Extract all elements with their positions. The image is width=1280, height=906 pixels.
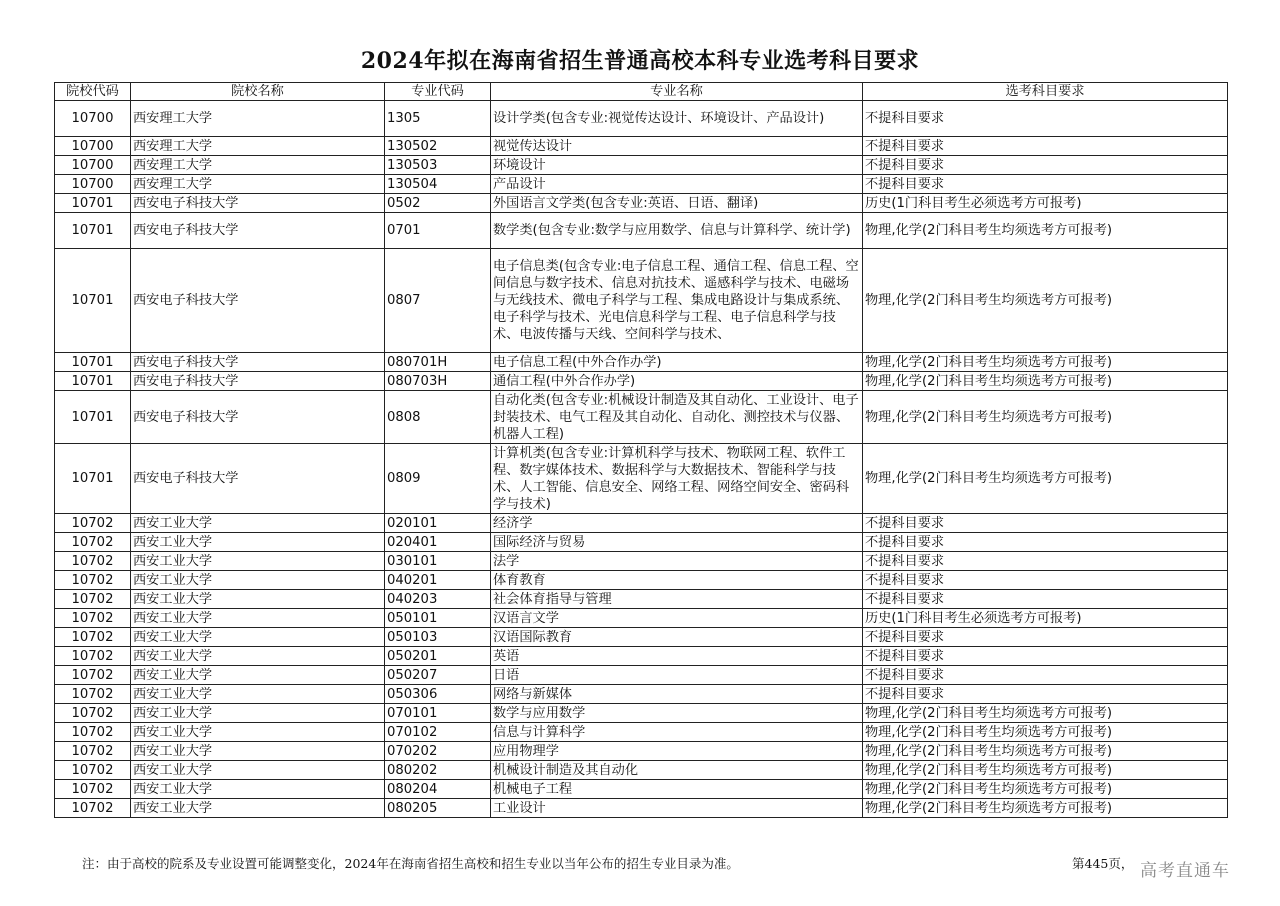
- cell-major-name: 工业设计: [491, 799, 863, 818]
- cell-major-name: 网络与新媒体: [491, 685, 863, 704]
- cell-major-name: 汉语国际教育: [491, 628, 863, 647]
- cell-major-code: 0502: [385, 194, 491, 213]
- cell-school-name: 西安电子科技大学: [131, 391, 385, 444]
- cell-school-code: 10701: [55, 372, 131, 391]
- cell-school-code: 10702: [55, 704, 131, 723]
- table-body: [55, 101, 1228, 818]
- cell-major-code: 130504: [385, 175, 491, 194]
- cell-major-name: 电子信息工程(中外合作办学): [491, 353, 863, 372]
- cell-major-code: 0809: [385, 444, 491, 514]
- cell-school-code: 10701: [55, 213, 131, 249]
- cell-major-name: 通信工程(中外合作办学): [491, 372, 863, 391]
- table-row: [55, 647, 1228, 666]
- cell-requirement: 不提科目要求: [863, 514, 1228, 533]
- cell-major-code: 080701H: [385, 353, 491, 372]
- cell-major-code: 040203: [385, 590, 491, 609]
- cell-school-code: 10700: [55, 175, 131, 194]
- cell-school-name: 西安理工大学: [131, 137, 385, 156]
- cell-major-name: 产品设计: [491, 175, 863, 194]
- cell-major-name: 社会体育指导与管理: [491, 590, 863, 609]
- cell-major-code: 070102: [385, 723, 491, 742]
- cell-requirement: 物理,化学(2门科目考生均须选考方可报考): [863, 444, 1228, 514]
- cell-major-code: 080202: [385, 761, 491, 780]
- cell-major-code: 070202: [385, 742, 491, 761]
- cell-school-code: 10702: [55, 609, 131, 628]
- table-header-row: [55, 83, 1228, 101]
- cell-major-name: 英语: [491, 647, 863, 666]
- cell-major-code: 040201: [385, 571, 491, 590]
- cell-major-name: 外国语言文学类(包含专业:英语、日语、翻译): [491, 194, 863, 213]
- table-row: [55, 514, 1228, 533]
- cell-requirement: 不提科目要求: [863, 156, 1228, 175]
- cell-school-code: 10702: [55, 742, 131, 761]
- cell-requirement: 不提科目要求: [863, 666, 1228, 685]
- cell-major-code: 050103: [385, 628, 491, 647]
- cell-school-name: 西安工业大学: [131, 761, 385, 780]
- cell-school-name: 西安工业大学: [131, 666, 385, 685]
- cell-requirement: 物理,化学(2门科目考生均须选考方可报考): [863, 249, 1228, 353]
- cell-requirement: 历史(1门科目考生必须选考方可报考): [863, 194, 1228, 213]
- cell-major-name: 法学: [491, 552, 863, 571]
- header-major-code: 专业代码: [385, 83, 491, 101]
- watermark-logo: 高考直通车: [1140, 861, 1230, 881]
- cell-school-name: 西安电子科技大学: [131, 249, 385, 353]
- cell-major-code: 0701: [385, 213, 491, 249]
- cell-school-name: 西安电子科技大学: [131, 353, 385, 372]
- cell-school-code: 10700: [55, 156, 131, 175]
- cell-school-name: 西安电子科技大学: [131, 444, 385, 514]
- footnote: 注：由于高校的院系及专业设置可能调整变化，2024年在海南省招生高校和招生专业以当年公布的招生专业目录为准。: [82, 856, 739, 871]
- cell-requirement: 不提科目要求: [863, 175, 1228, 194]
- table-row: [55, 391, 1228, 444]
- cell-requirement: 不提科目要求: [863, 533, 1228, 552]
- cell-school-name: 西安工业大学: [131, 799, 385, 818]
- cell-school-name: 西安工业大学: [131, 628, 385, 647]
- table-row: [55, 685, 1228, 704]
- cell-school-code: 10702: [55, 514, 131, 533]
- cell-major-name: 视觉传达设计: [491, 137, 863, 156]
- cell-major-code: 130502: [385, 137, 491, 156]
- cell-requirement: 物理,化学(2门科目考生均须选考方可报考): [863, 723, 1228, 742]
- table-row: [55, 444, 1228, 514]
- cell-major-name: 电子信息类(包含专业:电子信息工程、通信工程、信息工程、空间信息与数字技术、信息对抗技术、遥感科学与技术、电磁场与无线技术、微电子科学与工程、集成电路设计与集成系统、电子科学与技术、光电信息科学与工程、电子信息科学与技术、电波传播与天线、空间科学与技术、: [491, 249, 863, 353]
- cell-requirement: 物理,化学(2门科目考生均须选考方可报考): [863, 761, 1228, 780]
- table-row: [55, 723, 1228, 742]
- cell-school-code: 10701: [55, 391, 131, 444]
- cell-school-code: 10702: [55, 647, 131, 666]
- cell-school-name: 西安工业大学: [131, 533, 385, 552]
- cell-school-name: 西安工业大学: [131, 780, 385, 799]
- cell-school-name: 西安工业大学: [131, 571, 385, 590]
- cell-school-name: 西安工业大学: [131, 647, 385, 666]
- cell-major-code: 020101: [385, 514, 491, 533]
- cell-school-code: 10702: [55, 761, 131, 780]
- cell-school-code: 10702: [55, 723, 131, 742]
- cell-requirement: 物理,化学(2门科目考生均须选考方可报考): [863, 372, 1228, 391]
- cell-requirement: 历史(1门科目考生必须选考方可报考): [863, 609, 1228, 628]
- cell-major-name: 信息与计算科学: [491, 723, 863, 742]
- cell-major-code: 050207: [385, 666, 491, 685]
- table-row: [55, 194, 1228, 213]
- page-number: 第445页，: [1072, 856, 1134, 871]
- cell-school-name: 西安工业大学: [131, 704, 385, 723]
- cell-major-code: 0807: [385, 249, 491, 353]
- table-row: [55, 742, 1228, 761]
- cell-major-name: 体育教育: [491, 571, 863, 590]
- table-row: [55, 628, 1228, 647]
- cell-school-name: 西安工业大学: [131, 514, 385, 533]
- cell-school-name: 西安工业大学: [131, 723, 385, 742]
- cell-school-code: 10702: [55, 571, 131, 590]
- cell-requirement: 不提科目要求: [863, 628, 1228, 647]
- table-row: [55, 101, 1228, 137]
- cell-school-name: 西安理工大学: [131, 156, 385, 175]
- cell-school-name: 西安电子科技大学: [131, 194, 385, 213]
- cell-school-code: 10702: [55, 628, 131, 647]
- cell-major-code: 080205: [385, 799, 491, 818]
- cell-school-code: 10700: [55, 137, 131, 156]
- cell-major-name: 应用物理学: [491, 742, 863, 761]
- cell-requirement: 不提科目要求: [863, 137, 1228, 156]
- table-row: [55, 353, 1228, 372]
- cell-school-name: 西安工业大学: [131, 685, 385, 704]
- cell-major-name: 机械电子工程: [491, 780, 863, 799]
- cell-major-name: 汉语言文学: [491, 609, 863, 628]
- cell-school-code: 10701: [55, 353, 131, 372]
- header-major-name: 专业名称: [491, 83, 863, 101]
- header-school-name: 院校名称: [131, 83, 385, 101]
- cell-major-code: 080703H: [385, 372, 491, 391]
- cell-school-code: 10700: [55, 101, 131, 137]
- page-title: 2024年拟在海南省招生普通高校本科专业选考科目要求: [360, 48, 920, 74]
- cell-major-code: 1305: [385, 101, 491, 137]
- cell-school-code: 10702: [55, 533, 131, 552]
- cell-school-code: 10702: [55, 666, 131, 685]
- cell-requirement: 不提科目要求: [863, 101, 1228, 137]
- cell-school-code: 10702: [55, 552, 131, 571]
- cell-major-code: 050201: [385, 647, 491, 666]
- table-row: [55, 571, 1228, 590]
- cell-school-code: 10701: [55, 194, 131, 213]
- table-row: [55, 761, 1228, 780]
- cell-school-code: 10701: [55, 249, 131, 353]
- cell-major-code: 050306: [385, 685, 491, 704]
- cell-requirement: 物理,化学(2门科目考生均须选考方可报考): [863, 742, 1228, 761]
- cell-requirement: 物理,化学(2门科目考生均须选考方可报考): [863, 213, 1228, 249]
- cell-school-name: 西安工业大学: [131, 590, 385, 609]
- cell-requirement: 物理,化学(2门科目考生均须选考方可报考): [863, 391, 1228, 444]
- cell-school-code: 10701: [55, 444, 131, 514]
- cell-major-name: 环境设计: [491, 156, 863, 175]
- cell-major-code: 0808: [385, 391, 491, 444]
- table-row: [55, 704, 1228, 723]
- cell-major-name: 机械设计制造及其自动化: [491, 761, 863, 780]
- cell-school-code: 10702: [55, 799, 131, 818]
- table-row: [55, 249, 1228, 353]
- cell-school-name: 西安理工大学: [131, 101, 385, 137]
- cell-major-name: 国际经济与贸易: [491, 533, 863, 552]
- table-row: [55, 780, 1228, 799]
- cell-major-name: 设计学类(包含专业:视觉传达设计、环境设计、产品设计): [491, 101, 863, 137]
- cell-requirement: 不提科目要求: [863, 571, 1228, 590]
- cell-requirement: 不提科目要求: [863, 590, 1228, 609]
- table-row: [55, 137, 1228, 156]
- table-row: [55, 175, 1228, 194]
- cell-major-code: 020401: [385, 533, 491, 552]
- table-row: [55, 156, 1228, 175]
- requirements-table: [54, 82, 1228, 818]
- cell-major-code: 050101: [385, 609, 491, 628]
- cell-major-code: 130503: [385, 156, 491, 175]
- cell-major-name: 经济学: [491, 514, 863, 533]
- cell-requirement: 不提科目要求: [863, 552, 1228, 571]
- cell-major-name: 日语: [491, 666, 863, 685]
- cell-major-name: 自动化类(包含专业:机械设计制造及其自动化、工业设计、电子封装技术、电气工程及其自动化、自动化、测控技术与仪器、机器人工程): [491, 391, 863, 444]
- cell-major-name: 数学与应用数学: [491, 704, 863, 723]
- cell-requirement: 不提科目要求: [863, 685, 1228, 704]
- header-school-code: 院校代码: [55, 83, 131, 101]
- table-row: [55, 213, 1228, 249]
- cell-school-code: 10702: [55, 780, 131, 799]
- table-row: [55, 372, 1228, 391]
- cell-school-code: 10702: [55, 685, 131, 704]
- header-requirement: 选考科目要求: [863, 83, 1228, 101]
- table-row: [55, 609, 1228, 628]
- cell-requirement: 物理,化学(2门科目考生均须选考方可报考): [863, 780, 1228, 799]
- cell-school-code: 10702: [55, 590, 131, 609]
- cell-major-name: 计算机类(包含专业:计算机科学与技术、物联网工程、软件工程、数字媒体技术、数据科学与大数据技术、智能科学与技术、人工智能、信息安全、网络工程、网络空间安全、密码科学与技术): [491, 444, 863, 514]
- table-row: [55, 533, 1228, 552]
- cell-school-name: 西安工业大学: [131, 552, 385, 571]
- cell-school-name: 西安电子科技大学: [131, 372, 385, 391]
- cell-requirement: 物理,化学(2门科目考生均须选考方可报考): [863, 353, 1228, 372]
- cell-major-name: 数学类(包含专业:数学与应用数学、信息与计算科学、统计学): [491, 213, 863, 249]
- cell-major-code: 030101: [385, 552, 491, 571]
- table-row: [55, 666, 1228, 685]
- cell-requirement: 物理,化学(2门科目考生均须选考方可报考): [863, 799, 1228, 818]
- table-row: [55, 799, 1228, 818]
- cell-school-name: 西安工业大学: [131, 609, 385, 628]
- table-row: [55, 552, 1228, 571]
- cell-school-name: 西安理工大学: [131, 175, 385, 194]
- cell-major-code: 070101: [385, 704, 491, 723]
- cell-school-name: 西安工业大学: [131, 742, 385, 761]
- cell-requirement: 不提科目要求: [863, 647, 1228, 666]
- cell-requirement: 物理,化学(2门科目考生均须选考方可报考): [863, 704, 1228, 723]
- cell-major-code: 080204: [385, 780, 491, 799]
- cell-school-name: 西安电子科技大学: [131, 213, 385, 249]
- table-row: [55, 590, 1228, 609]
